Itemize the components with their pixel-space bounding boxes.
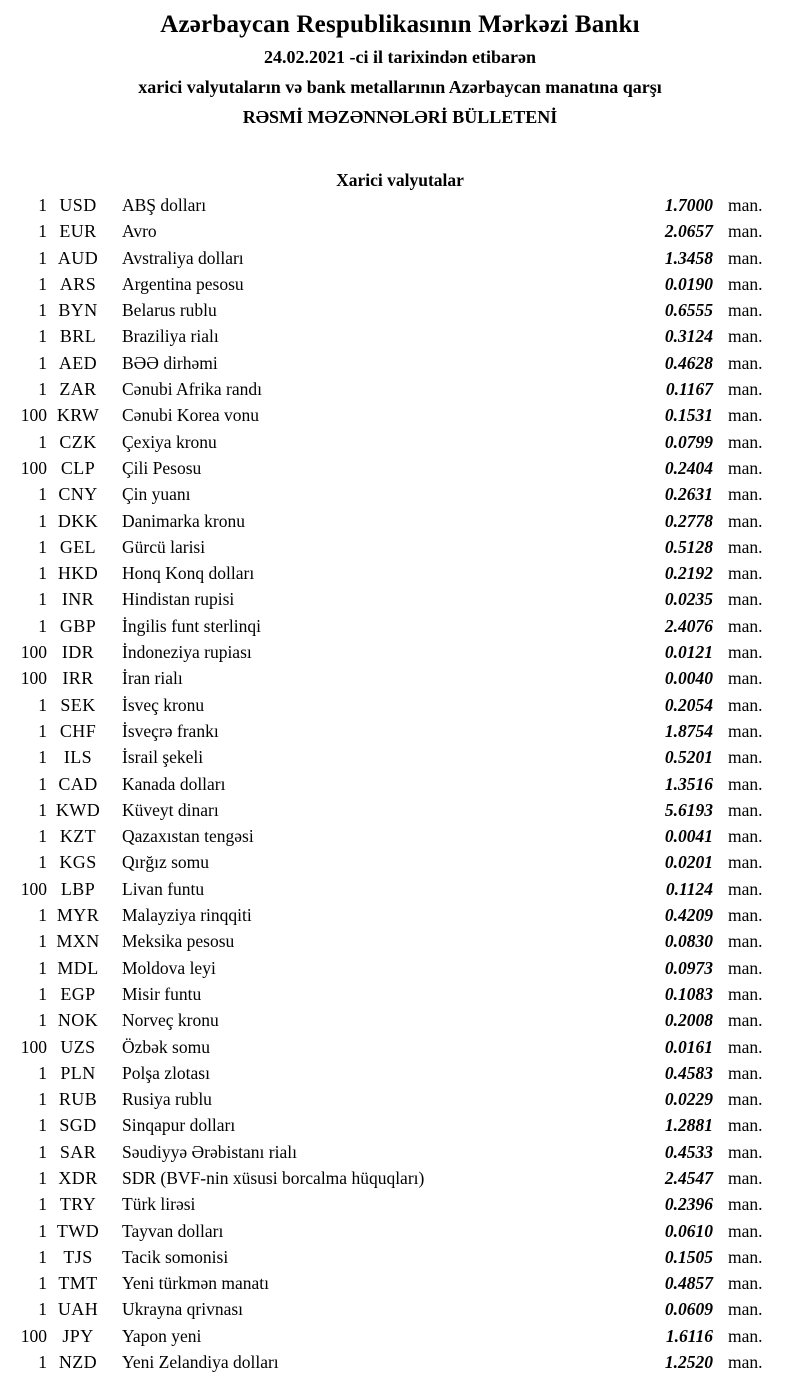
currency-code: SEK bbox=[60, 694, 96, 715]
table-row bbox=[0, 586, 800, 612]
currency-unit: man. bbox=[728, 799, 763, 820]
currency-code: PLN bbox=[60, 1062, 96, 1083]
currency-unit: man. bbox=[728, 747, 763, 768]
currency-name: İngilis funt sterlinqi bbox=[122, 615, 262, 636]
currency-quantity: 1 bbox=[38, 300, 47, 321]
currency-name: Yeni Zelandiya dolları bbox=[122, 1352, 279, 1373]
currency-name: Çin yuanı bbox=[122, 484, 191, 505]
currency-name: Özbək somu bbox=[122, 1036, 210, 1057]
currency-code: SGD bbox=[59, 1115, 97, 1136]
currency-quantity: 1 bbox=[38, 510, 47, 531]
currency-code: EGP bbox=[60, 983, 96, 1004]
table-row bbox=[0, 692, 800, 718]
table-row bbox=[0, 1060, 800, 1086]
currency-quantity: 1 bbox=[38, 694, 47, 715]
currency-name: İndoneziya rupiası bbox=[122, 642, 252, 663]
currency-code: IRR bbox=[62, 668, 94, 689]
currency-rate: 0.1083 bbox=[664, 983, 713, 1004]
currency-unit: man. bbox=[728, 563, 763, 584]
table-row bbox=[0, 613, 800, 639]
currency-rate: 0.3124 bbox=[664, 326, 713, 347]
currency-name: Cənubi Korea vonu bbox=[122, 405, 260, 426]
currency-rates-table bbox=[0, 192, 800, 1375]
currency-code: CZK bbox=[59, 431, 97, 452]
currency-name: Səudiyyə Ərəbistanı rialı bbox=[122, 1141, 297, 1162]
section-title-foreign-currencies: Xarici valyutalar bbox=[336, 170, 464, 190]
currency-name: Rusiya rublu bbox=[122, 1089, 212, 1110]
currency-rate: 1.3458 bbox=[664, 247, 713, 268]
currency-code: KGS bbox=[59, 852, 97, 873]
currency-quantity: 1 bbox=[38, 273, 47, 294]
currency-code: IDR bbox=[61, 642, 95, 663]
table-row bbox=[0, 560, 800, 586]
currency-rate: 0.0040 bbox=[664, 668, 713, 689]
currency-rate: 0.4533 bbox=[664, 1141, 713, 1162]
currency-quantity: 1 bbox=[38, 1352, 47, 1373]
currency-code: MDL bbox=[57, 957, 99, 978]
table-row bbox=[0, 1218, 800, 1244]
currency-code: KZT bbox=[59, 826, 97, 847]
currency-unit: man. bbox=[728, 326, 763, 347]
currency-name: Danimarka kronu bbox=[122, 510, 245, 531]
currency-unit: man. bbox=[728, 352, 763, 373]
table-row bbox=[0, 271, 800, 297]
currency-unit: man. bbox=[728, 694, 763, 715]
currency-quantity: 1 bbox=[38, 221, 47, 242]
table-row bbox=[0, 639, 800, 665]
currency-unit: man. bbox=[728, 720, 763, 741]
currency-unit: man. bbox=[728, 852, 763, 873]
currency-quantity: 1 bbox=[38, 615, 47, 636]
currency-name: Belarus rublu bbox=[122, 300, 217, 321]
currency-code: USD bbox=[59, 195, 97, 215]
currency-name: Yapon yeni bbox=[122, 1325, 202, 1346]
currency-name: Malayziya rinqqiti bbox=[122, 905, 252, 926]
currency-quantity: 1 bbox=[38, 195, 47, 215]
currency-unit: man. bbox=[728, 826, 763, 847]
currency-quantity: 1 bbox=[38, 247, 47, 268]
table-row bbox=[0, 323, 800, 349]
currency-name: Hindistan rupisi bbox=[122, 589, 235, 610]
currency-quantity: 1 bbox=[38, 773, 47, 794]
table-row bbox=[0, 955, 800, 981]
currency-code: GBP bbox=[59, 615, 97, 636]
currency-quantity: 1 bbox=[38, 1141, 47, 1162]
table-row bbox=[0, 665, 800, 691]
currency-name: Çexiya kronu bbox=[122, 431, 217, 452]
currency-rate: 0.0610 bbox=[664, 1220, 713, 1241]
currency-name: Çili Pesosu bbox=[122, 457, 202, 478]
currency-code: BYN bbox=[58, 300, 98, 321]
currency-unit: man. bbox=[728, 615, 763, 636]
table-row bbox=[0, 455, 800, 481]
table-row bbox=[0, 534, 800, 560]
table-row bbox=[0, 1349, 800, 1375]
currency-rate: 0.2404 bbox=[664, 457, 713, 478]
currency-rate: 0.0041 bbox=[664, 826, 713, 847]
currency-rate: 0.0121 bbox=[664, 642, 713, 663]
currency-rate: 1.2881 bbox=[664, 1115, 713, 1136]
currency-unit: man. bbox=[728, 405, 763, 426]
currency-code: NOK bbox=[57, 1010, 99, 1031]
currency-unit: man. bbox=[728, 773, 763, 794]
currency-unit: man. bbox=[728, 983, 763, 1004]
currency-code: MXN bbox=[56, 931, 100, 952]
currency-name: Küveyt dinarı bbox=[122, 799, 219, 820]
currency-name: İsveç kronu bbox=[122, 694, 205, 715]
currency-rate: 0.2054 bbox=[664, 694, 713, 715]
currency-code: SAR bbox=[59, 1141, 97, 1162]
currency-code: RUB bbox=[58, 1089, 98, 1110]
currency-unit: man. bbox=[728, 931, 763, 952]
currency-name: Ukrayna qrivnası bbox=[122, 1299, 244, 1320]
currency-unit: man. bbox=[728, 484, 763, 505]
currency-rate: 0.0830 bbox=[664, 931, 713, 952]
currency-rate: 0.4583 bbox=[664, 1062, 713, 1083]
table-row bbox=[0, 849, 800, 875]
currency-code: ARS bbox=[59, 273, 97, 294]
currency-quantity: 100 bbox=[20, 1036, 47, 1057]
currency-code: UAH bbox=[57, 1299, 99, 1320]
currency-unit: man. bbox=[728, 247, 763, 268]
bulletin-header bbox=[0, 8, 800, 132]
currency-quantity: 1 bbox=[38, 1089, 47, 1110]
currency-unit: man. bbox=[728, 1167, 763, 1188]
currency-code: EUR bbox=[59, 221, 97, 242]
currency-unit: man. bbox=[728, 457, 763, 478]
currency-unit: man. bbox=[728, 1220, 763, 1241]
currency-unit: man. bbox=[728, 1246, 763, 1267]
table-row bbox=[0, 797, 800, 823]
currency-name: Kanada dolları bbox=[122, 773, 226, 794]
currency-unit: man. bbox=[728, 1010, 763, 1031]
currency-unit: man. bbox=[728, 1115, 763, 1136]
table-row bbox=[0, 1244, 800, 1270]
currency-code: ZAR bbox=[59, 379, 97, 400]
currency-code: KWD bbox=[55, 799, 101, 820]
currency-unit: man. bbox=[728, 536, 763, 557]
currency-quantity: 1 bbox=[38, 589, 47, 610]
currency-code: TMT bbox=[58, 1273, 98, 1294]
currency-rate: 1.6116 bbox=[665, 1325, 713, 1346]
currency-name: SDR (BVF-nin xüsusi borcalma hüquqları) bbox=[122, 1167, 425, 1188]
currency-quantity: 100 bbox=[20, 668, 47, 689]
currency-name: Tayvan dolları bbox=[122, 1220, 224, 1241]
currency-unit: man. bbox=[728, 431, 763, 452]
currency-unit: man. bbox=[728, 878, 763, 899]
currency-unit: man. bbox=[728, 1089, 763, 1110]
currency-rate: 0.0161 bbox=[664, 1036, 713, 1057]
currency-rate: 0.2631 bbox=[664, 484, 713, 505]
table-row bbox=[0, 1112, 800, 1138]
bulletin-title: RƏSMİ MƏZƏNNƏLƏRİ BÜLLETENİ bbox=[242, 107, 558, 127]
currency-rate: 5.6193 bbox=[664, 799, 713, 820]
currency-quantity: 1 bbox=[38, 1194, 47, 1215]
currency-code: AUD bbox=[57, 247, 99, 268]
currency-rate: 0.2778 bbox=[664, 510, 713, 531]
currency-quantity: 1 bbox=[38, 826, 47, 847]
bank-title: Azərbaycan Respublikasının Mərkəzi Bankı bbox=[160, 11, 640, 38]
currency-unit: man. bbox=[728, 957, 763, 978]
currency-rate: 1.8754 bbox=[664, 720, 713, 741]
currency-rate: 0.2008 bbox=[664, 1010, 713, 1031]
currency-name: Gürcü larisi bbox=[122, 536, 206, 557]
table-row bbox=[0, 902, 800, 928]
currency-rate: 1.3516 bbox=[664, 773, 713, 794]
table-row bbox=[0, 481, 800, 507]
currency-rate: 2.4547 bbox=[664, 1167, 713, 1188]
table-row bbox=[0, 245, 800, 271]
table-row bbox=[0, 192, 800, 218]
currency-unit: man. bbox=[728, 1036, 763, 1057]
table-row bbox=[0, 218, 800, 244]
currency-unit: man. bbox=[728, 1194, 763, 1215]
currency-rate: 1.7000 bbox=[664, 195, 713, 215]
table-row bbox=[0, 928, 800, 954]
currency-quantity: 1 bbox=[38, 931, 47, 952]
currency-unit: man. bbox=[728, 1352, 763, 1373]
table-row bbox=[0, 1270, 800, 1296]
currency-quantity: 1 bbox=[38, 536, 47, 557]
table-row bbox=[0, 718, 800, 744]
currency-quantity: 1 bbox=[38, 1220, 47, 1241]
table-row bbox=[0, 1191, 800, 1217]
currency-quantity: 1 bbox=[38, 1062, 47, 1083]
currency-unit: man. bbox=[728, 1299, 763, 1320]
currency-name: Misir funtu bbox=[122, 983, 202, 1004]
currency-rate: 0.2192 bbox=[664, 563, 713, 584]
currency-unit: man. bbox=[728, 642, 763, 663]
currency-quantity: 1 bbox=[38, 799, 47, 820]
currency-name: Yeni türkmən manatı bbox=[122, 1273, 269, 1294]
currency-quantity: 100 bbox=[20, 405, 47, 426]
currency-quantity: 1 bbox=[38, 1273, 47, 1294]
currency-code: UZS bbox=[60, 1036, 96, 1057]
currency-rate: 2.4076 bbox=[664, 615, 713, 636]
currency-unit: man. bbox=[728, 1141, 763, 1162]
currency-rate: 0.1531 bbox=[664, 405, 713, 426]
currency-name: Meksika pesosu bbox=[122, 931, 235, 952]
currency-name: Braziliya rialı bbox=[122, 326, 219, 347]
currency-quantity: 1 bbox=[38, 747, 47, 768]
currency-unit: man. bbox=[728, 1062, 763, 1083]
currency-quantity: 1 bbox=[38, 484, 47, 505]
currency-unit: man. bbox=[728, 668, 763, 689]
currency-code: DKK bbox=[57, 510, 99, 531]
currency-name: Qırğız somu bbox=[122, 852, 210, 873]
currency-rate: 0.1505 bbox=[664, 1246, 713, 1267]
currency-quantity: 1 bbox=[38, 431, 47, 452]
table-row bbox=[0, 402, 800, 428]
currency-code: CNY bbox=[58, 484, 98, 505]
currency-name: Tacik somonisi bbox=[122, 1246, 229, 1267]
currency-rate: 0.0201 bbox=[664, 852, 713, 873]
currency-rate: 0.4628 bbox=[664, 352, 713, 373]
table-row bbox=[0, 1323, 800, 1349]
currency-code: XDR bbox=[58, 1167, 98, 1188]
currency-name: Türk lirəsi bbox=[122, 1194, 196, 1215]
currency-rate: 0.0190 bbox=[664, 273, 713, 294]
table-row bbox=[0, 1034, 800, 1060]
table-row bbox=[0, 1086, 800, 1112]
currency-code: INR bbox=[61, 589, 95, 610]
currency-code: CHF bbox=[59, 720, 97, 741]
currency-unit: man. bbox=[728, 1273, 763, 1294]
currency-rate: 0.1167 bbox=[665, 379, 713, 400]
currency-quantity: 1 bbox=[38, 905, 47, 926]
currency-name: Cənubi Afrika randı bbox=[122, 379, 262, 400]
currency-rate: 0.5201 bbox=[664, 747, 713, 768]
currency-name: Avstraliya dolları bbox=[122, 247, 244, 268]
currency-unit: man. bbox=[728, 1325, 763, 1346]
currency-unit: man. bbox=[728, 379, 763, 400]
currency-quantity: 1 bbox=[38, 1167, 47, 1188]
currency-code: TJS bbox=[63, 1246, 93, 1267]
currency-quantity: 1 bbox=[38, 1010, 47, 1031]
currency-quantity: 1 bbox=[38, 720, 47, 741]
currency-code: TRY bbox=[59, 1194, 97, 1215]
subject-line: xarici valyutaların və bank metallarının Azərbaycan manatına qarşı bbox=[138, 77, 662, 97]
currency-name: Qazaxıstan tengəsi bbox=[122, 826, 254, 847]
currency-quantity: 1 bbox=[38, 326, 47, 347]
currency-rate: 0.0235 bbox=[664, 589, 713, 610]
table-row bbox=[0, 297, 800, 323]
currency-rate: 1.2520 bbox=[664, 1352, 713, 1373]
currency-rate: 0.0229 bbox=[664, 1089, 713, 1110]
currency-code: CLP bbox=[60, 457, 96, 478]
currency-name: Avro bbox=[122, 221, 157, 242]
currency-unit: man. bbox=[728, 221, 763, 242]
currency-rate: 0.4209 bbox=[664, 905, 713, 926]
currency-code: BRL bbox=[59, 326, 97, 347]
currency-quantity: 1 bbox=[38, 1299, 47, 1320]
table-row bbox=[0, 429, 800, 455]
currency-quantity: 100 bbox=[20, 878, 47, 899]
currency-quantity: 100 bbox=[20, 1325, 47, 1346]
currency-name: BƏƏ dirhəmi bbox=[122, 352, 218, 373]
currency-rate: 0.0609 bbox=[664, 1299, 713, 1320]
currency-name: Polşa zlotası bbox=[122, 1062, 210, 1083]
currency-unit: man. bbox=[728, 300, 763, 321]
currency-code: AED bbox=[58, 352, 98, 373]
currency-quantity: 1 bbox=[38, 379, 47, 400]
currency-name: Honq Konq dolları bbox=[122, 563, 255, 584]
currency-code: TWD bbox=[56, 1220, 100, 1241]
currency-rate: 0.0799 bbox=[664, 431, 713, 452]
currency-quantity: 1 bbox=[38, 852, 47, 873]
currency-rate: 0.4857 bbox=[664, 1273, 713, 1294]
currency-quantity: 100 bbox=[20, 457, 47, 478]
currency-name: İsveçrə frankı bbox=[122, 720, 219, 741]
currency-unit: man. bbox=[728, 195, 763, 215]
table-row bbox=[0, 1296, 800, 1322]
currency-code: NZD bbox=[58, 1352, 98, 1373]
table-row bbox=[0, 1139, 800, 1165]
currency-rate: 0.0973 bbox=[664, 957, 713, 978]
currency-name: Moldova leyi bbox=[122, 957, 216, 978]
currency-name: İsrail şekeli bbox=[122, 747, 204, 768]
currency-unit: man. bbox=[728, 273, 763, 294]
currency-unit: man. bbox=[728, 589, 763, 610]
currency-quantity: 1 bbox=[38, 957, 47, 978]
currency-name: Livan funtu bbox=[122, 878, 205, 899]
currency-code: HKD bbox=[57, 563, 99, 584]
currency-code: GEL bbox=[59, 536, 97, 557]
table-row bbox=[0, 981, 800, 1007]
table-row bbox=[0, 771, 800, 797]
currency-unit: man. bbox=[728, 905, 763, 926]
currency-rate: 0.1124 bbox=[665, 878, 713, 899]
currency-code: KRW bbox=[56, 405, 100, 426]
table-row bbox=[0, 744, 800, 770]
table-row bbox=[0, 1165, 800, 1191]
currency-name: ABŞ dolları bbox=[122, 195, 207, 215]
currency-code: ILS bbox=[63, 747, 93, 768]
currency-quantity: 1 bbox=[38, 563, 47, 584]
currency-rate: 0.6555 bbox=[664, 300, 713, 321]
currency-quantity: 100 bbox=[20, 642, 47, 663]
currency-name: İran rialı bbox=[122, 668, 183, 689]
effective-date-line: 24.02.2021 -ci il tarixindən etibarən bbox=[264, 47, 536, 67]
currency-name: Argentina pesosu bbox=[122, 273, 244, 294]
table-row bbox=[0, 508, 800, 534]
currency-name: Sinqapur dolları bbox=[122, 1115, 236, 1136]
currency-quantity: 1 bbox=[38, 1115, 47, 1136]
currency-code: JPY bbox=[62, 1325, 94, 1346]
table-row bbox=[0, 823, 800, 849]
table-row bbox=[0, 1007, 800, 1033]
currency-rate: 2.0657 bbox=[664, 221, 713, 242]
currency-unit: man. bbox=[728, 510, 763, 531]
currency-name: Norveç kronu bbox=[122, 1010, 219, 1031]
currency-code: LBP bbox=[60, 878, 96, 899]
currency-quantity: 1 bbox=[38, 1246, 47, 1267]
table-row bbox=[0, 876, 800, 902]
table-row bbox=[0, 376, 800, 402]
currency-rate: 0.2396 bbox=[664, 1194, 713, 1215]
currency-quantity: 1 bbox=[38, 983, 47, 1004]
currency-quantity: 1 bbox=[38, 352, 47, 373]
table-row bbox=[0, 350, 800, 376]
currency-rate: 0.5128 bbox=[664, 536, 713, 557]
currency-code: CAD bbox=[58, 773, 98, 794]
currency-code: MYR bbox=[56, 905, 100, 926]
